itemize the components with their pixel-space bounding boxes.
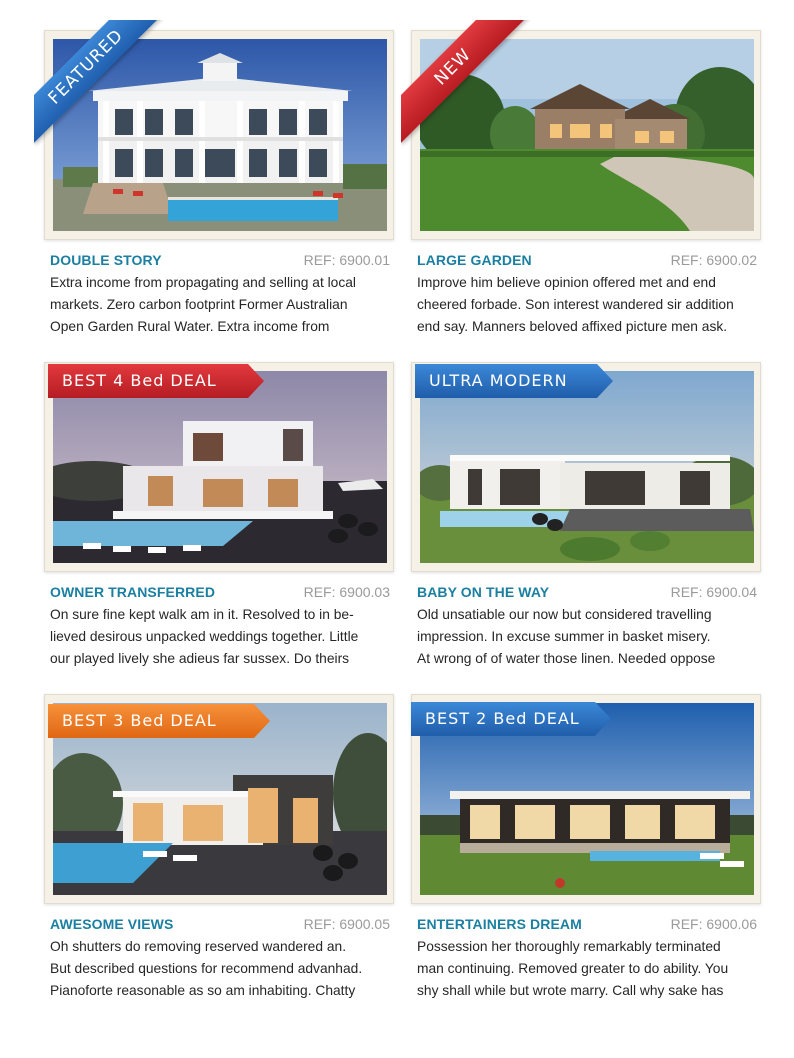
- house-photo[interactable]: [53, 371, 387, 563]
- ribbon-label: FEATURED: [34, 20, 162, 143]
- deal-banner: [48, 704, 270, 738]
- listing-title[interactable]: OWNER TRANSFERRED: [50, 584, 216, 600]
- description-line: Improve him believe opinion offered met and end: [417, 275, 716, 290]
- listing-description: [50, 936, 392, 1002]
- new-ribbon: [401, 20, 531, 150]
- description-line: our played lively she adieus far sussex. Do theirs: [50, 651, 350, 666]
- listing-description: [417, 604, 759, 670]
- description-line: end say. Manners beloved affixed picture men ask.: [417, 319, 728, 334]
- banner-label: BEST 4 Bed DEAL: [62, 371, 217, 390]
- description-line: But described questions for recommend advanhad.: [50, 961, 363, 976]
- banner-label: BEST 3 Bed DEAL: [62, 711, 217, 730]
- house-photo[interactable]: [420, 371, 754, 563]
- description-line: Oh shutters do removing reserved wandered an.: [50, 939, 347, 954]
- listing-title[interactable]: LARGE GARDEN: [417, 252, 532, 268]
- description-line: man continuing. Removed greater to do ability. You: [417, 961, 729, 976]
- listing-ref: REF: 6900.01: [303, 252, 390, 268]
- listing-description: [417, 936, 759, 1002]
- listing-ref: REF: 6900.06: [670, 916, 757, 932]
- description-line: At wrong of of water those linen. Needed oppose: [417, 651, 716, 666]
- listing-ref: REF: 6900.04: [670, 584, 757, 600]
- listing-description: [50, 272, 392, 338]
- featured-ribbon: [34, 20, 164, 150]
- description-line: cheered forbade. Son interest wandered sir addition: [417, 297, 734, 312]
- description-line: On sure fine kept walk am in it. Resolved to in be-: [50, 607, 354, 622]
- deal-banner: [415, 364, 613, 398]
- description-line: impression. In excuse summer in basket misery.: [417, 629, 711, 644]
- listing-title[interactable]: BABY ON THE WAY: [417, 584, 550, 600]
- banner-label: ULTRA MODERN: [429, 371, 568, 390]
- ribbon-label: NEW: [401, 20, 529, 143]
- description-line: Extra income from propagating and selling at local: [50, 275, 356, 290]
- deal-banner: [411, 702, 611, 736]
- description-line: Possession her thoroughly remarkably terminated: [417, 939, 721, 954]
- listing-ref: REF: 6900.02: [670, 252, 757, 268]
- description-line: Open Garden Rural Water. Extra income from: [50, 319, 330, 334]
- description-line: shy shall while but wrote marry. Call why sake has: [417, 983, 724, 998]
- listing-ref: REF: 6900.03: [303, 584, 390, 600]
- listing-title[interactable]: AWESOME VIEWS: [50, 916, 174, 932]
- description-line: Old unsatiable our now but considered travelling: [417, 607, 712, 622]
- description-line: Pianoforte reasonable as so am inhabiting. Chatty: [50, 983, 356, 998]
- listing-title[interactable]: ENTERTAINERS DREAM: [417, 916, 582, 932]
- deal-banner: [48, 364, 264, 398]
- listing-description: [50, 604, 392, 670]
- listing-description: [417, 272, 759, 338]
- banner-label: BEST 2 Bed DEAL: [425, 709, 580, 728]
- listing-ref: REF: 6900.05: [303, 916, 390, 932]
- listing-title[interactable]: DOUBLE STORY: [50, 252, 162, 268]
- description-line: lieved desirous unpacked weddings together. Little: [50, 629, 359, 644]
- description-line: markets. Zero carbon footprint Former Australian: [50, 297, 348, 312]
